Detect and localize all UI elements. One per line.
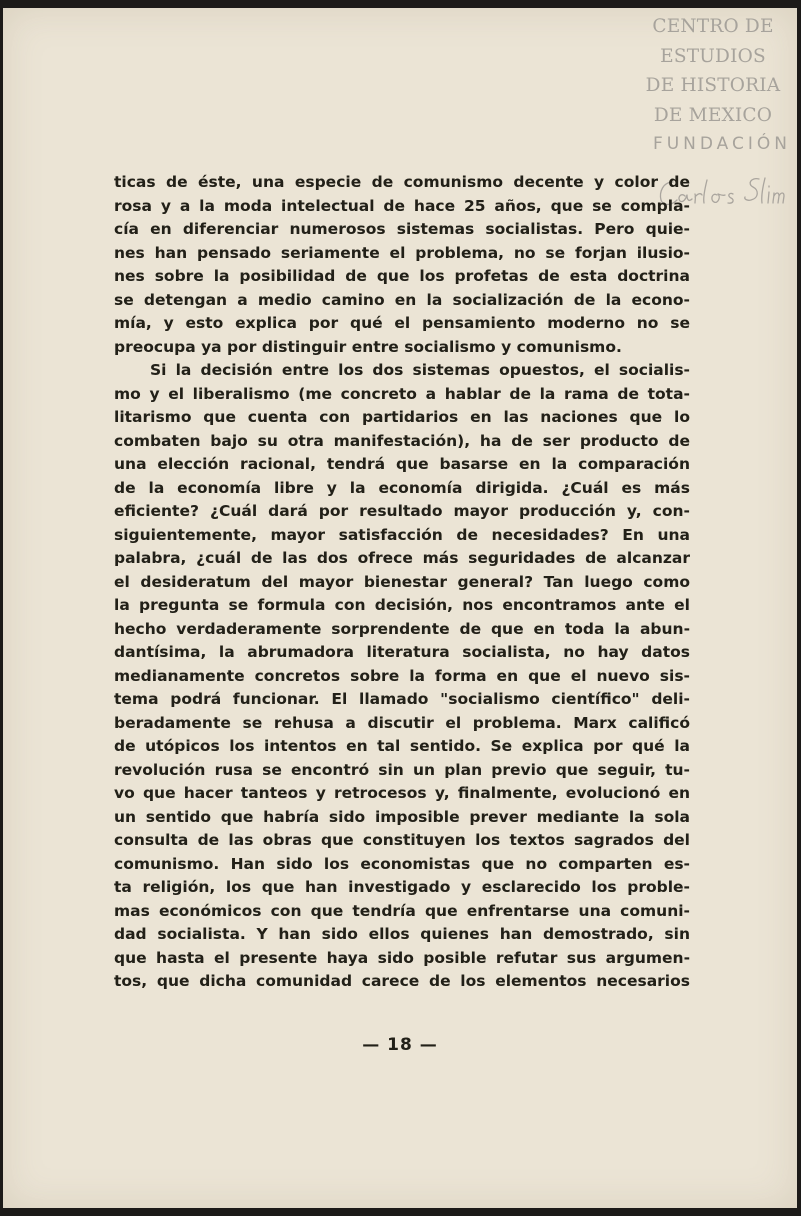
text-line: tema podrá funcionar. El llamado "socialismo científico" deli- — [114, 690, 690, 708]
text-line: consulta de las obras que constituyen los textos sagrados del — [114, 831, 690, 849]
text-line: el desideratum del mayor bienestar general? Tan luego como — [114, 572, 690, 591]
text-line: tos, que dicha comunidad carece de los elementos necesarios — [114, 972, 690, 990]
watermark-fundacion: FUNDACIÓN — [652, 134, 791, 154]
text-line: comunismo. Han sido los economistas que no comparten es- — [114, 854, 690, 873]
text-line: Si la decisión entre los dos sistemas opuestos, el socialis- — [150, 361, 690, 379]
text-line: mía, y esto explica por qué el pensamiento moderno no se — [114, 314, 690, 332]
text-line: de utópicos los intentos en tal sentido. Se explica por qué la — [114, 737, 690, 755]
text-line: dantísima, la abrumadora literatura socialista, no hay datos — [114, 643, 690, 661]
text-line: ticas de éste, una especie de comunismo decente y color de — [114, 173, 690, 191]
archive-watermark — [633, 12, 793, 160]
page-number: — 18 — — [362, 1035, 438, 1055]
text-line: vo que hacer tanteos y retrocesos y, finalmente, evolucionó en — [114, 784, 690, 802]
text-line: rosa y a la moda intelectual de hace 25 años, que se compla- — [114, 196, 690, 215]
text-line: nes han pensado seriamente el problema, no se forjan ilusio- — [114, 243, 690, 262]
text-line: combaten bajo su otra manifestación), ha de ser producto de — [114, 431, 690, 450]
text-line: beradamente se rehusa a discutir el problema. Marx calificó — [114, 713, 690, 732]
text-line: medianamente concretos sobre la forma en que el nuevo sis- — [114, 666, 690, 685]
text-line: mo y el liberalismo (me concreto a hablar de la rama de tota- — [114, 384, 690, 403]
text-line: palabra, ¿cuál de las dos ofrece más seguridades de alcanzar — [114, 549, 690, 567]
text-line: nes sobre la posibilidad de que los profetas de esta doctrina — [114, 267, 690, 285]
text-line: dad socialista. Y han sido ellos quienes han demostrado, sin — [114, 925, 690, 943]
book-page — [3, 8, 797, 1208]
watermark-line: ESTUDIOS — [660, 45, 766, 67]
text-line: ta religión, los que han investigado y esclarecido los proble- — [114, 878, 690, 896]
text-line: eficiente? ¿Cuál dará por resultado mayor producción y, con- — [114, 502, 690, 520]
text-line: de la economía libre y la economía dirigida. ¿Cuál es más — [114, 478, 690, 497]
text-line: la pregunta se formula con decisión, nos encontramos ante el — [114, 596, 690, 614]
text-line: que hasta el presente haya sido posible refutar sus argumen- — [114, 948, 690, 967]
watermark-line: DE HISTORIA — [645, 75, 781, 96]
text-line: cía en diferenciar numerosos sistemas socialistas. Pero quie- — [114, 220, 690, 238]
text-line: se detengan a medio camino en la socialización de la econo- — [114, 290, 690, 309]
text-line: una elección racional, tendrá que basarse en la comparación — [114, 455, 690, 473]
text-line: siguientemente, mayor satisfacción de necesidades? En una — [114, 525, 690, 544]
watermark-line: DE MEXICO — [653, 104, 773, 126]
watermark-line: CENTRO DE — [652, 16, 774, 37]
text-line: hecho verdaderamente sorprendente de que en toda la abun- — [114, 619, 690, 638]
text-line: preocupa ya por distinguir entre socialismo y comunismo. — [114, 337, 622, 356]
text-line: mas económicos con que tendría que enfrentarse una comuni- — [114, 901, 690, 920]
body-text — [114, 171, 690, 994]
text-line: litarismo que cuenta con partidarios en las naciones que lo — [114, 408, 690, 426]
text-line: un sentido que habría sido imposible prever mediante la sola — [114, 807, 690, 826]
text-line: revolución rusa se encontró sin un plan previo que seguir, tu- — [114, 760, 690, 779]
